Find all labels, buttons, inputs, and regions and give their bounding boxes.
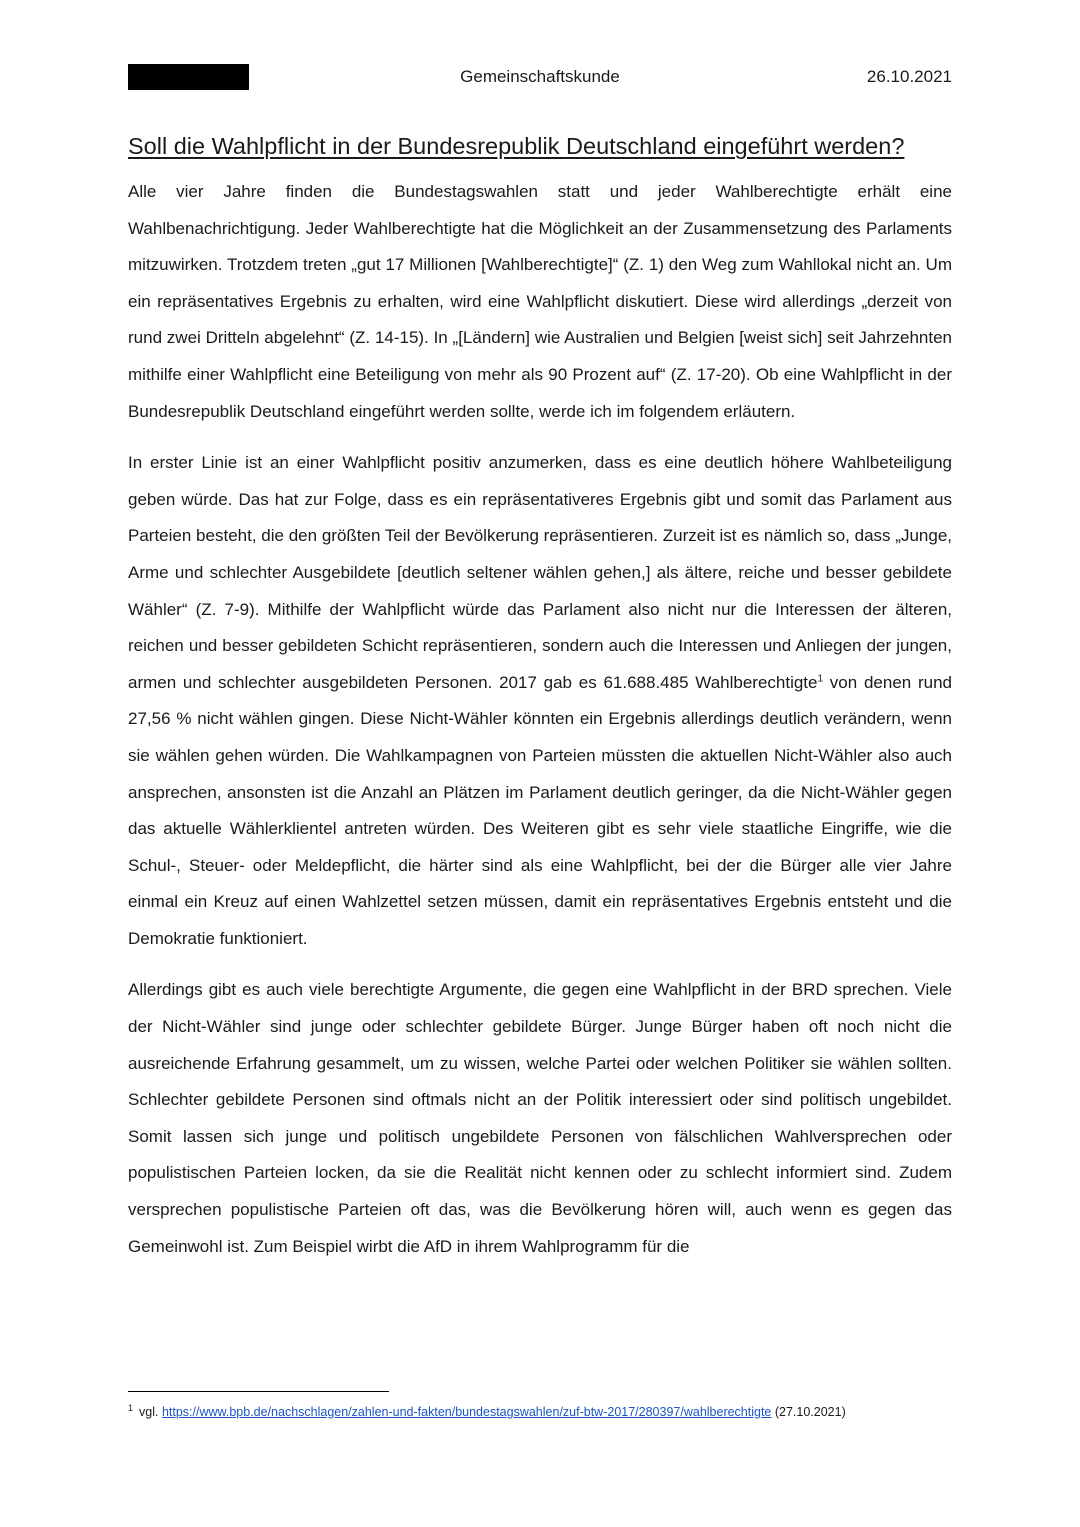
- paragraph-contra-arguments: Allerdings gibt es auch viele berechtigte Argumente, die gegen eine Wahlpflicht in der BRD sprechen. Viele der Nicht-Wähler sind junge oder schlechter gebildete Bürger. Junge Bürger haben oft noch nicht die ausreichende Erfahrung gesammelt, um zu wissen, welche Partei oder welchen Politiker sie wählen sollten. Schlechter gebildete Personen sind oftmals nicht an der Politik interessiert oder sind politisch ungebildet. Somit lassen sich junge und politisch ungebildete Personen von fälschlichen Wahlversprechen oder populistischen Parteien locken, da sie die Realität nicht kennen oder zu schlecht informiert sind. Zudem versprechen populistische Parteien oft das, was die Bevölkerung hören will, auch wenn es gegen das Gemeinwohl ist. Zum Beispiel wirbt die AfD in ihrem Wahlprogramm für die: [128, 980, 952, 1256]
- paragraph-introduction: Alle vier Jahre finden die Bundestagswahlen statt und jeder Wahlberechtigte erhält eine Wahlbenachrichtigung. Jeder Wahlberechtigte hat die Möglichkeit an der Zusammensetzung des Parlaments mitzuwirken. Trotzdem treten „gut 17 Millionen [Wahlberechtigte]“ (Z. 1) den Weg zum Wahllokal nicht an. Um ein repräsentatives Ergebnis zu erhalten, wird eine Wahlpflicht diskutiert. Diese wird allerdings „derzeit von rund zwei Dritteln abgelehnt“ (Z. 14-15). In „[Ländern] wie Australien und Belgien [weist sich] seit Jahrzehnten mithilfe einer Wahlpflicht eine Beteiligung von mehr als 90 Prozent auf“ (Z. 17-20). Ob eine Wahlpflicht in der Bundesrepublik Deutschland eingeführt werden sollte, werde ich im folgendem erläutern.: [128, 182, 952, 421]
- paragraph-pro-text-part1: In erster Linie ist an einer Wahlpflicht positiv anzumerken, dass es eine deutlich höhere Wahlbeteiligung geben würde. Das hat zur Folge, dass es ein repräsentativeres Ergebnis gibt und somit das Parlament aus Parteien besteht, die den größten Teil der Bevölkerung repräsentieren. Zurzeit ist es nämlich so, dass „Junge, Arme und schlechter Ausgebildete [deutlich seltener wählen gehen,] als ältere, reiche und besser gebildete Wähler“ (Z. 7-9). Mithilfe der Wahlpflicht würde das Parlament also nicht nur die Interessen der älteren, reichen und besser gebildeten Schicht repräsentieren, sondern auch die Interessen und Anliegen der jungen, armen und schlechter ausgebildeten Personen. 2017 gab es 61.688.485 Wahlberechtigte: [128, 453, 952, 692]
- footnote-prefix: vgl.: [139, 1405, 162, 1419]
- footnote-divider: [128, 1391, 389, 1392]
- paragraph-pro-text-part2: von denen rund 27,56 % nicht wählen gingen. Diese Nicht-Wähler könnten ein Ergebnis allerdings deutlich verändern, wenn sie wählen gehen würden. Die Wahlkampagnen von Parteien müssten die aktuellen Nicht-Wähler also auch ansprechen, ansonsten ist die Anzahl an Plätzen im Parlament deutlich geringer, da die Nicht-Wähler gegen das aktuelle Wählerklientel antreten würden. Des Weiteren gibt es sehr viele staatliche Eingriffe, wie die Schul-, Steuer- oder Meldepflicht, die härter sind als eine Wahlpflicht, bei der die Bürger alle vier Jahre einmal ein Kreuz auf einen Wahlzettel setzen müssen, damit ein repräsentatives Ergebnis entsteht und die Demokratie funktioniert.: [128, 672, 952, 948]
- header-subject: Gemeinschaftskunde: [460, 67, 620, 86]
- footnote-source-link[interactable]: https://www.bpb.de/nachschlagen/zahlen-und-fakten/bundestagswahlen/zuf-btw-2017/280397/wahlberechtigte: [161, 1405, 772, 1419]
- paragraph-pro-arguments: [128, 445, 952, 957]
- footnote-access-date: (27.10.2021): [771, 1405, 846, 1419]
- footnote-reference-mark[interactable]: 1: [817, 673, 824, 685]
- page-title: Soll die Wahlpflicht in der Bundesrepublik Deutschland eingeführt werden?: [128, 133, 905, 159]
- footnote-mark: 1: [128, 1402, 134, 1413]
- document-body: [128, 174, 952, 1280]
- page-header: [128, 62, 952, 90]
- header-date: 26.10.2021: [866, 67, 952, 86]
- footnote: [128, 1402, 952, 1422]
